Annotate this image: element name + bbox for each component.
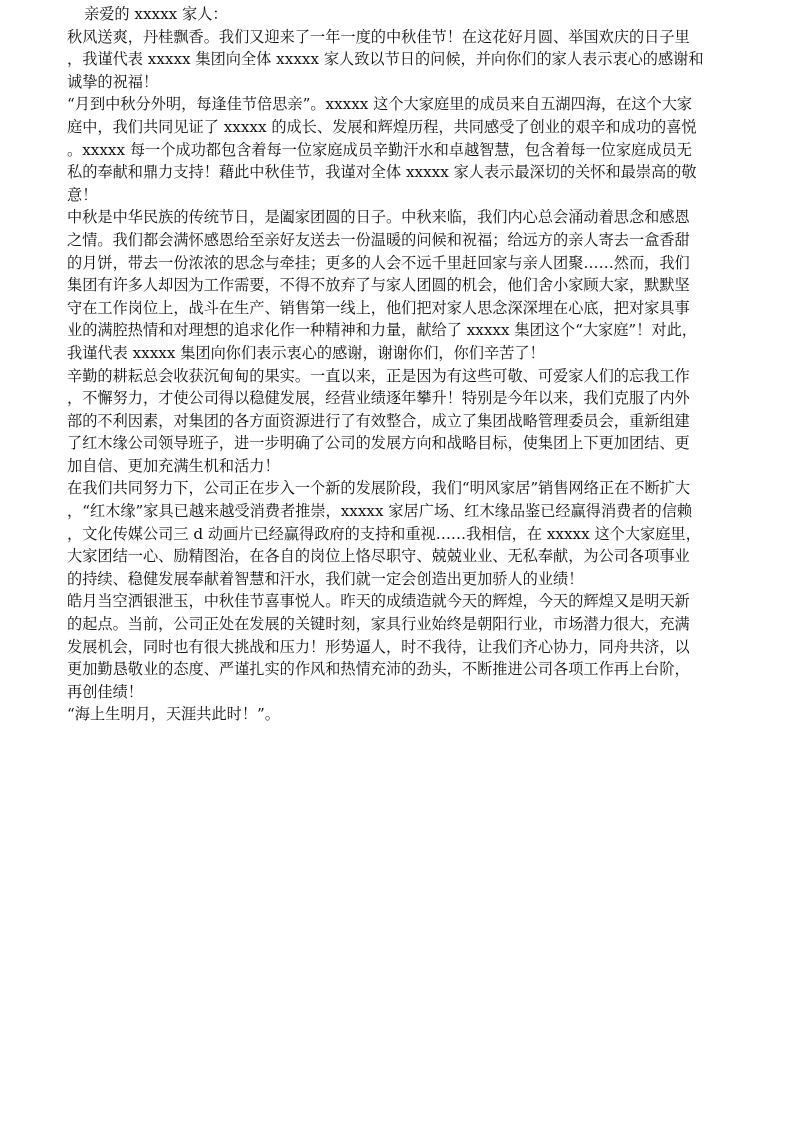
- paragraph-line: 在我们共同努力下，公司正在步入一个新的发展阶段，我们“明风家居”销售网络正在不断扩大: [67, 479, 691, 498]
- paragraph-line: 皓月当空洒银泄玉，中秋佳节喜事悦人。昨天的成绩造就今天的辉煌，今天的辉煌又是明天新: [67, 592, 690, 611]
- paragraph-2: [67, 93, 728, 206]
- paragraph-5: [67, 477, 728, 590]
- letter-greeting: 亲爱的 xxxxx 家人：: [84, 5, 228, 23]
- paragraph-line: 中秋是中华民族的传统节日，是阖家团圆的日子。中秋来临，我们内心总会涌动着思念和感恩: [67, 208, 690, 227]
- paragraph-line: ，文化传媒公司三 d 动画片已经赢得政府的支持和重视……我相信，在 xxxxx 这个大家庭里，: [67, 524, 701, 543]
- paragraph-line: 了红木缘公司领导班子，进一步明确了公司的发展方向和战略目标，使集团上下更加团结、更: [67, 434, 690, 453]
- paragraph-line: 私的奉献和鼎力支持！藉此中秋佳节，我谨对全体 xxxxx 家人表示最深切的关怀和最崇高的敬: [67, 163, 697, 182]
- paragraph-line: 业的满腔热情和对理想的追求化作一种精神和力量，献给了 xxxxx 集团这个“大家庭”！对此，: [67, 321, 697, 340]
- paragraph-line: 守在工作岗位上，战斗在生产、销售第一线上，他们把对家人思念深深埋在心底，把对家具事: [67, 298, 690, 317]
- paragraph-1: [67, 26, 728, 94]
- paragraph-line: 大家团结一心、励精图治，在各自的岗位上恪尽职守、兢兢业业、无私奉献，为公司各项事业: [67, 547, 690, 566]
- paragraph-line: 部的不利因素，对集团的各方面资源进行了有效整合，成立了集团战略管理委员会，重新组建: [67, 411, 690, 430]
- paragraph-line: 诚挚的祝福！: [67, 72, 159, 91]
- paragraph-line: ，我谨代表 xxxxx 集团向全体 xxxxx 家人致以节日的问候，并向你们的家人表示衷心的感谢和: [67, 50, 704, 69]
- paragraph-3: [67, 206, 728, 364]
- paragraph-line: 更加勤恳敬业的态度、严谨扎实的作风和热情充沛的劲头，不断推进公司各项工作再上台阶，: [67, 660, 690, 679]
- paragraph-line: ，不懈努力，才使公司得以稳健发展，经营业绩逐年攀升！特别是今年以来，我们克服了内外: [67, 389, 690, 408]
- paragraph-line: 辛勤的耕耘总会收获沉甸甸的果实。一直以来，正是因为有这些可敬、可爱家人们的忘我工作: [67, 366, 690, 385]
- paragraph-line: 意！: [67, 185, 98, 204]
- paragraph-line: 加自信、更加充满生机和活力！: [67, 456, 280, 475]
- paragraph-line: 集团有许多人却因为工作需要，不得不放弃了与家人团圆的机会，他们舍小家顾大家，默默坚: [67, 276, 690, 295]
- paragraph-7: [67, 703, 728, 726]
- paragraph-line: 。xxxxx 每一个成功都包含着每一位家庭成员辛勤汗水和卓越智慧，包含着每一位家庭成员无: [67, 140, 692, 159]
- letter-page: [67, 0, 728, 726]
- paragraph-line: 我谨代表 xxxxx 集团向你们表示衷心的感谢，谢谢你们，你们辛苦了！: [67, 343, 545, 362]
- paragraph-line: “月到中秋分外明，每逢佳节倍思亲”。xxxxx 这个大家庭里的成员来自五湖四海，在这个大家: [67, 95, 693, 114]
- paragraph-line: 再创佳绩！: [67, 682, 143, 701]
- paragraph-4: [67, 365, 728, 478]
- paragraph-line: 之情。我们都会满怀感恩给至亲好友送去一份温暖的问候和祝福；给远方的亲人寄去一盒香甜: [67, 230, 690, 249]
- paragraph-line: 庭中，我们共同见证了 xxxxx 的成长、发展和辉煌历程，共同感受了创业的艰辛和成功的喜悦: [67, 117, 697, 136]
- paragraph-line: 的持续、稳健发展奉献着智慧和汗水，我们就一定会创造出更加骄人的业绩！: [67, 569, 584, 588]
- paragraph-line: 的起点。当前，公司正处在发展的关键时刻，家具行业始终是朝阳行业，市场潜力很大，充满: [67, 615, 690, 634]
- paragraph-6: [67, 590, 728, 703]
- paragraph-line: 的月饼，带去一份浓浓的思念与牵挂；更多的人会不远千里赶回家与亲人团聚……然而，我们: [67, 253, 690, 272]
- paragraph-line: 秋风送爽，丹桂飘香。我们又迎来了一年一度的中秋佳节！在这花好月圆、举国欢庆的日子里: [67, 27, 690, 46]
- paragraph-line: 发展机会，同时也有很大挑战和压力！形势逼人，时不我待，让我们齐心协力，同舟共济，以: [67, 637, 690, 656]
- closing-line: “海上生明月，天涯共此时！”。: [67, 705, 280, 724]
- paragraph-line: ，“红木缘”家具已越来越受消费者推崇，xxxxx 家居广场、红木缘品鉴已经赢得消费者的信赖: [67, 502, 693, 521]
